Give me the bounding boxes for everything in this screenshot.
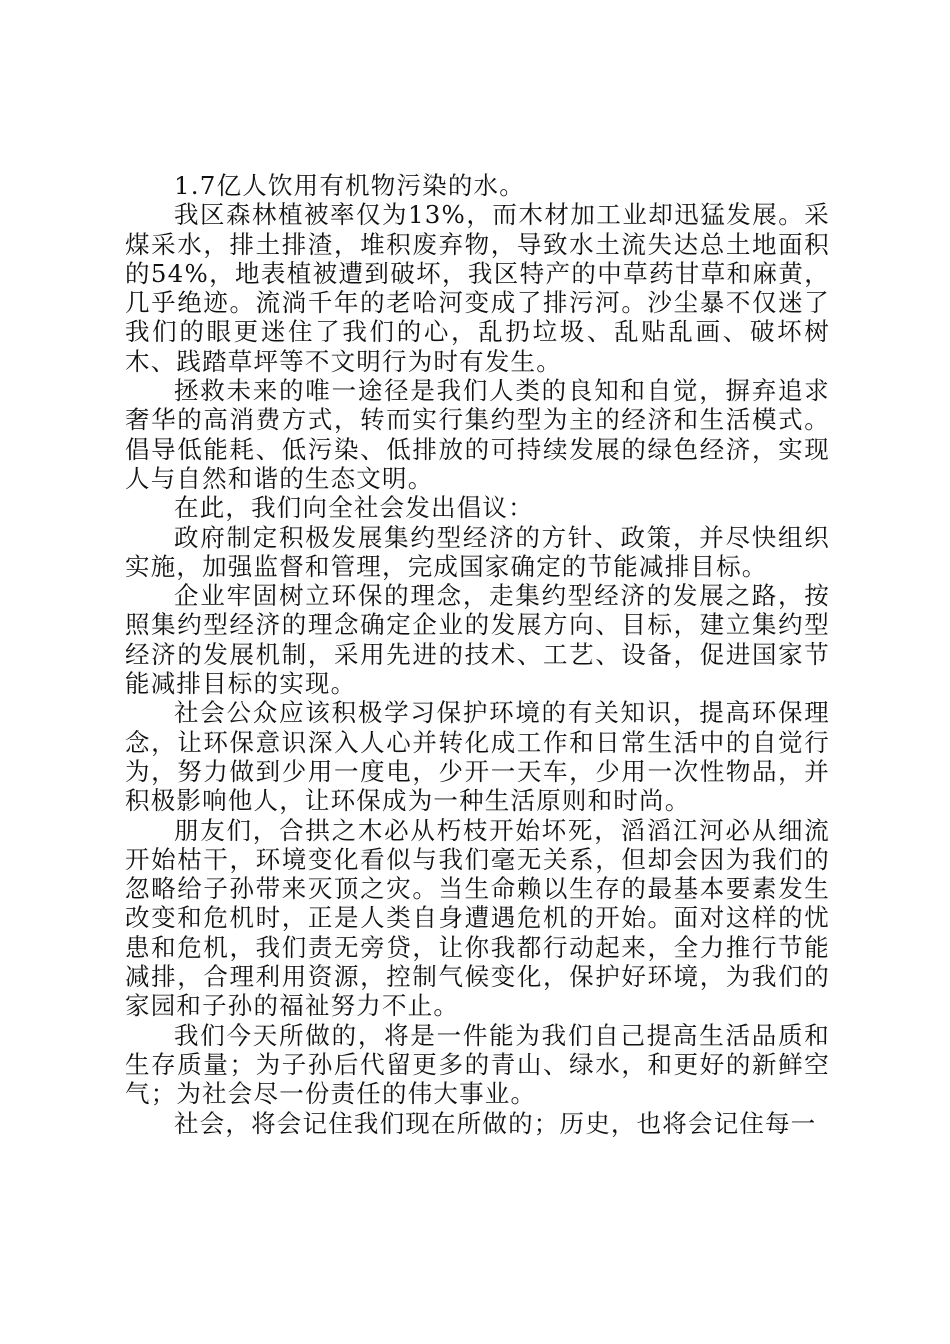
paragraph-7: 社会公众应该积极学习保护环境的有关知识，提高环保理念，让环保意识深入人心并转化成工作和日常生活中的自觉行为，努力做到少用一度电，少开一天车，少用一次性物品，并积极影响他人，让环保成为一种生活原则和时尚。 xyxy=(125,698,830,816)
paragraph-3: 拯救未来的唯一途径是我们人类的良知和自觉，摒弃追求奢华的高消费方式，转而实行集约型为主的经济和生活模式。倡导低能耗、低污染、低排放的可持续发展的绿色经济，实现人与自然和谐的生态文明。 xyxy=(125,376,830,493)
paragraph-8: 朋友们，合拱之木必从朽枝开始坏死，滔滔江河必从细流开始枯干，环境变化看似与我们毫无关系，但却会因为我们的忽略给子孙带来灭顶之灾。当生命赖以生存的最基本要素发生改变和危机时，正是人类自身遭遇危机的开始。面对这样的忧患和危机，我们责无旁贷，让你我都行动起来，全力推行节能减排，合理利用资源，控制气候变化，保护好环境，为我们的家园和子孙的福祉努力不止。 xyxy=(125,815,830,1021)
paragraph-6: 企业牢固树立环保的理念，走集约型经济的发展之路，按照集约型经济的理念确定企业的发展方向、目标，建立集约型经济的发展机制，采用先进的技术、工艺、设备，促进国家节能减排目标的实现。 xyxy=(125,581,830,699)
paragraph-2: 我区森林植被率仅为13%，而木材加工业却迅猛发展。采煤采水，排土排渣，堆积废弃物，导致水土流失达总土地面积的54%，地表植被遭到破坏，我区特产的中草药甘草和麻黄，几乎绝迹。流淌千年的老哈河变成了排污河。沙尘暴不仅迷了我们的眼更迷住了我们的心，乱扔垃圾、乱贴乱画、破坏树木、践踏草坪等不文明行为时有发生。 xyxy=(125,200,830,376)
document-body xyxy=(125,171,830,1138)
paragraph-9: 我们今天所做的，将是一件能为我们自己提高生活品质和生存质量；为子孙后代留更多的青山、绿水，和更好的新鲜空气；为社会尽一份责任的伟大事业。 xyxy=(125,1020,830,1109)
paragraph-1: 1.7亿人饮用有机物污染的水。 xyxy=(174,171,525,200)
paragraph-4: 在此，我们向全社会发出倡议： xyxy=(174,493,534,523)
paragraph-10: 社会，将会记住我们现在所做的；历史，也将会记住每一 xyxy=(174,1108,817,1138)
paragraph-5: 政府制定积极发展集约型经济的方针、政策，并尽快组织实施，加强监督和管理，完成国家确定的节能减排目标。 xyxy=(125,522,830,581)
